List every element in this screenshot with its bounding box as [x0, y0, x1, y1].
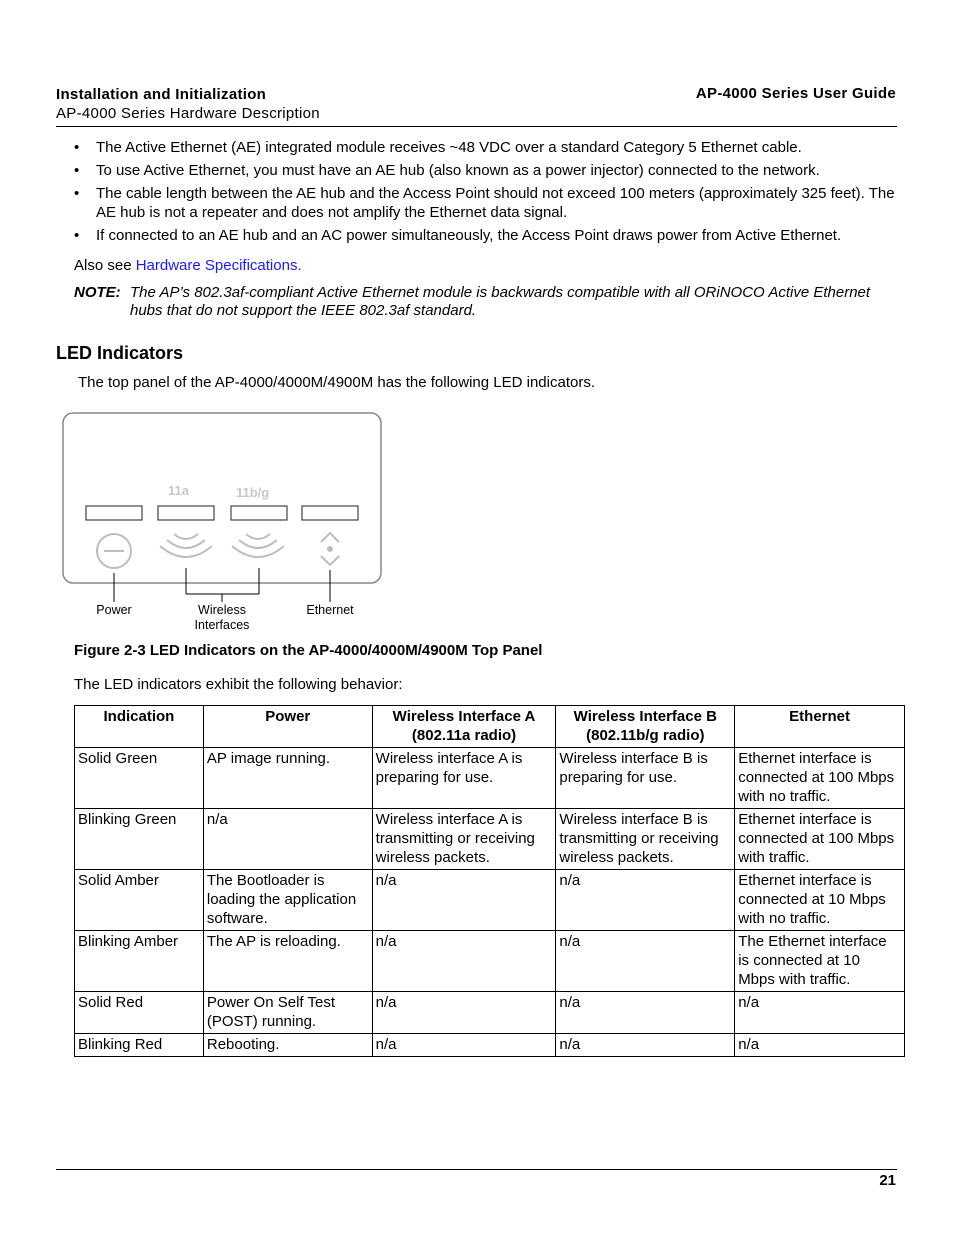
led-11bg [231, 506, 287, 520]
cell-indication: Solid Green [75, 748, 204, 809]
cell-ethernet: Ethernet interface is connected at 10 Mbps with no traffic. [735, 870, 905, 931]
column-header-wireless-a: Wireless Interface A (802.11a radio) [372, 706, 556, 748]
label-11a: 11a [168, 483, 189, 498]
note-label: NOTE: [74, 284, 121, 301]
callout-power: Power [96, 603, 132, 617]
led-11a [158, 506, 214, 520]
led-power [86, 506, 142, 520]
table-row [75, 748, 905, 809]
table-row [75, 1034, 905, 1057]
cell-wireless-a: n/a [372, 1034, 556, 1057]
column-header-ethernet: Ethernet [735, 706, 905, 748]
callout-wireless-1: Wireless [198, 603, 246, 617]
cell-power: The Bootloader is loading the application software. [203, 870, 372, 931]
figure-caption: Figure 2-3 LED Indicators on the AP-4000/4000M/4900M Top Panel [74, 642, 543, 659]
panel-outline [63, 413, 381, 583]
led-panel-figure [60, 410, 390, 639]
column-header-indication: Indication [75, 706, 204, 748]
cell-indication: Blinking Red [75, 1034, 204, 1057]
cell-power: AP image running. [203, 748, 372, 809]
cell-ethernet: The Ethernet interface is connected at 10 Mbps with traffic. [735, 931, 905, 992]
led-behavior-table [74, 705, 905, 1057]
table-row [75, 931, 905, 992]
bullet-item: • The cable length between the AE hub and the Access Point should not exceed 100 meters (approximately 325 feet). The AE hub is not a repeater and does not amplify the Ethernet data signal. [74, 185, 895, 221]
also-see: Also see Hardware Specifications. [74, 257, 302, 274]
led-ethernet [302, 506, 358, 520]
bullet-item: • To use Active Ethernet, you must have an AE hub (also known as a power injector) connected to the network. [74, 162, 820, 179]
cell-power: The AP is reloading. [203, 931, 372, 992]
cell-ethernet: Ethernet interface is connected at 100 Mbps with no traffic. [735, 748, 905, 809]
table-row [75, 809, 905, 870]
header-rule [56, 126, 897, 127]
chapter-title: Installation and Initialization [56, 86, 267, 103]
cell-ethernet: Ethernet interface is connected at 100 Mbps with traffic. [735, 809, 905, 870]
cell-wireless-a: n/a [372, 931, 556, 992]
label-11bg: 11b/g [236, 485, 270, 500]
cell-wireless-b: n/a [556, 870, 735, 931]
section-intro: The top panel of the AP-4000/4000M/4900M has the following LED indicators. [78, 374, 595, 391]
running-header [56, 85, 320, 123]
cell-indication: Blinking Amber [75, 931, 204, 992]
cell-ethernet: n/a [735, 992, 905, 1034]
cell-power: Power On Self Test (POST) running. [203, 992, 372, 1034]
cell-indication: Blinking Green [75, 809, 204, 870]
hardware-specifications-link[interactable]: Hardware Specifications. [135, 257, 302, 274]
cell-wireless-a: Wireless interface A is preparing for use. [372, 748, 556, 809]
note-text: The AP’s 802.3af-compliant Active Ethernet module is backwards compatible with all ORiNOCO Active Ethernet hubs that do not support the IEEE 802.3af standard. [130, 284, 871, 319]
cell-wireless-b: Wireless interface B is preparing for use. [556, 748, 735, 809]
table-header-row [75, 706, 905, 748]
table-row [75, 992, 905, 1034]
cell-wireless-b: n/a [556, 931, 735, 992]
bullet-marker: • [74, 162, 80, 179]
bullet-list [74, 138, 904, 249]
guide-title: AP-4000 Series User Guide [695, 85, 896, 102]
bullet-marker: • [74, 227, 80, 244]
bullet-marker: • [74, 185, 80, 202]
column-header-wireless-b: Wireless Interface B (802.11b/g radio) [556, 706, 735, 748]
cell-power: n/a [203, 809, 372, 870]
cell-wireless-b: Wireless interface B is transmitting or receiving wireless packets. [556, 809, 735, 870]
bullet-marker: • [74, 139, 80, 156]
page-number: 21 [879, 1172, 896, 1189]
cell-wireless-b: n/a [556, 992, 735, 1034]
cell-wireless-a: n/a [372, 992, 556, 1034]
table-row [75, 870, 905, 931]
column-header-power: Power [203, 706, 372, 748]
behavior-intro: The LED indicators exhibit the following behavior: [74, 676, 403, 693]
section-title: AP-4000 Series Hardware Description [56, 105, 320, 122]
section-heading: LED Indicators [56, 343, 184, 363]
footer-rule [56, 1169, 897, 1170]
led-panel-illustration [60, 410, 390, 635]
cell-power: Rebooting. [203, 1034, 372, 1057]
cell-ethernet: n/a [735, 1034, 905, 1057]
cell-wireless-a: Wireless interface A is transmitting or receiving wireless packets. [372, 809, 556, 870]
bullet-item: • If connected to an AE hub and an AC power simultaneously, the Access Point draws power from Active Ethernet. [74, 227, 842, 244]
callout-wireless-2: Interfaces [194, 618, 250, 632]
bullet-item: • The Active Ethernet (AE) integrated module receives ~48 VDC over a standard Category 5 Ethernet cable. [74, 139, 802, 156]
cell-indication: Solid Amber [75, 870, 204, 931]
cell-wireless-a: n/a [372, 870, 556, 931]
callout-ethernet: Ethernet [306, 603, 354, 617]
cell-wireless-b: n/a [556, 1034, 735, 1057]
cell-indication: Solid Red [75, 992, 204, 1034]
